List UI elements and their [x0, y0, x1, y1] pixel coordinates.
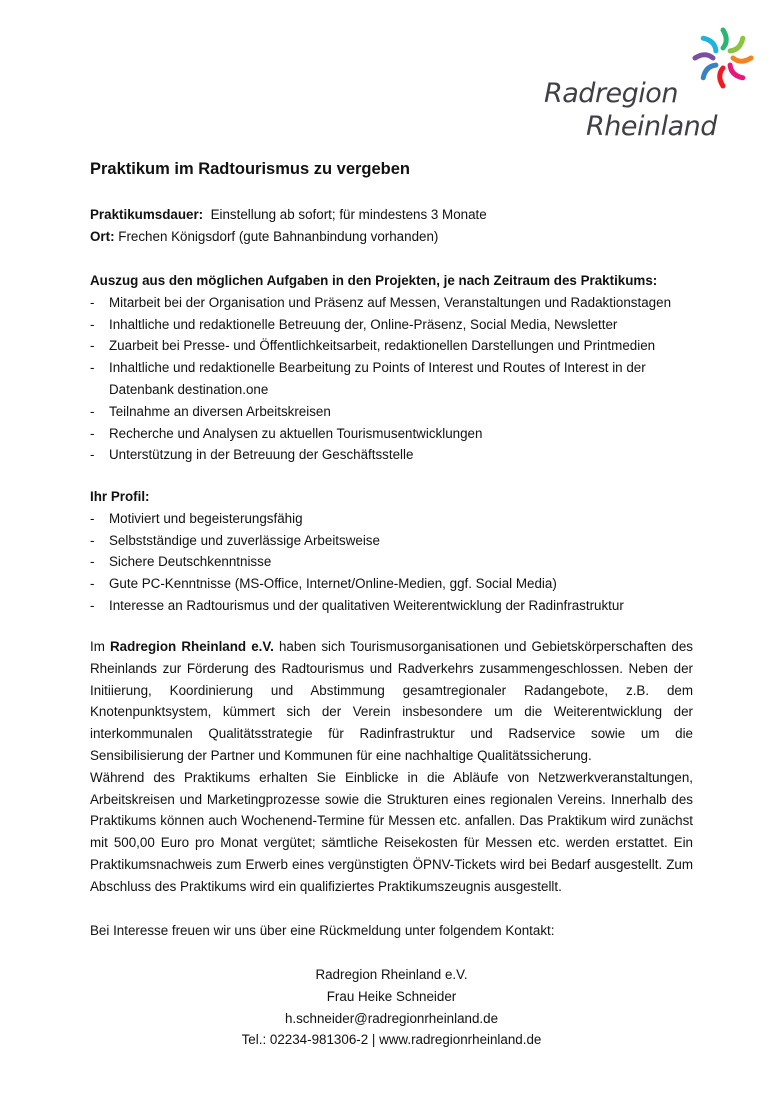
page-title: Praktikum im Radtourismus zu vergeben	[90, 160, 411, 178]
internship-meta	[90, 204, 693, 248]
list-item: - Unterstützung in der Betreuung der Geschäftsstelle	[90, 444, 693, 466]
location-line	[90, 226, 693, 248]
list-item: - Gute PC-Kenntnisse (MS-Office, Internet/Online-Medien, ggf. Social Media)	[90, 573, 693, 595]
duration-label: Praktikumsdauer:	[90, 207, 204, 222]
closing-section	[90, 920, 693, 942]
closing-line: Bei Interesse freuen wir uns über eine Rückmeldung unter folgendem Kontakt:	[90, 923, 555, 938]
location-value: Frechen Königsdorf (gute Bahnanbindung vorhanden)	[114, 228, 439, 244]
org-name: Radregion Rheinland e.V.	[110, 639, 274, 654]
logo-text-radregion: Radregion	[544, 78, 678, 109]
list-item: - Teilnahme an diversen Arbeitskreisen	[90, 401, 693, 423]
radregion-logo	[540, 24, 760, 144]
about-rest: haben sich Tourismusorganisationen und Gebietskörperschaften des Rheinlands zur Förderung des Radtourismus und Radverkehrs zusammengeschlossen. Neben der Initiierung, Koordinierung und Abstimmung gesamtregionaler Radangebote, z.B. dem Knotenpunktsystem, kümmert sich der Verein insbesondere um die Weiterentwicklung der interkommunalen Qualitätsstrategie für Radinfrastruktur und Radservice sowie um die Sensibilisierung der Partner und Kommunen für eine nachhaltige Qualitätssicherung.	[90, 639, 697, 763]
list-item: - Zuarbeit bei Presse- und Öffentlichkeitsarbeit, redaktionellen Darstellungen und Printmedien	[90, 335, 693, 357]
contact-block	[90, 964, 693, 1051]
profile-section	[90, 486, 693, 617]
logo-flower-icon	[688, 26, 758, 96]
logo-petal	[703, 38, 716, 51]
duration-line	[90, 204, 693, 226]
tasks-list	[90, 292, 693, 466]
list-item: - Motiviert und begeisterungsfähig	[90, 508, 693, 530]
tasks-section	[90, 270, 693, 466]
logo-petal	[730, 38, 743, 51]
about-paragraph-1	[90, 636, 697, 767]
profile-list	[90, 508, 693, 617]
logo-petal	[730, 65, 743, 78]
logo-petal	[720, 68, 723, 86]
logo-petal	[733, 58, 751, 61]
about-paragraph-2: Während des Praktikums erhalten Sie Einblicke in die Abläufe von Netzwerkveranstaltungen, Arbeitskreisen und Marketingprozesse sowie die Strukturen eines regionalen Vereins. Innerhalb des Praktikums können auch Wochenend-Termine für Messen etc. anfallen. Das Praktikum wird zunächst mit 500,00 Euro pro Monat vergütet; sämtliche Reisekosten für Messen etc. werden erstattet. Ein Praktikumsnachweis zum Erwerb eines vergünstigten ÖPNV-Tickets wird bei Bedarf ausgestellt. Zum Abschluss des Praktikums wird ein qualifiziertes Praktikumszeugnis ausgestellt.	[90, 769, 693, 894]
logo-petal	[703, 65, 716, 78]
location-label: Ort:	[90, 228, 115, 244]
logo-petal	[695, 55, 713, 58]
logo-petal	[723, 30, 726, 48]
list-item: - Inhaltliche und redaktionelle Betreuung der, Online-Präsenz, Social Media, Newsletter	[90, 314, 693, 336]
logo-text-rheinland: Rheinland	[586, 111, 717, 142]
duration-value: Einstellung ab sofort; für mindestens 3 Monate	[203, 207, 487, 222]
about-section	[90, 636, 697, 898]
contact-phone-web[interactable]: Tel.: 02234-981306-2 | www.radregionrheinland.de	[241, 1032, 542, 1048]
contact-org: Radregion Rheinland e.V.	[315, 967, 468, 982]
list-item: - Interesse an Radtourismus und der qualitativen Weiterentwicklung der Radinfrastruktur	[90, 595, 693, 617]
tasks-heading: Auszug aus den möglichen Aufgaben in den Projekten, je nach Zeitraum des Praktikums:	[90, 273, 658, 288]
contact-person: Frau Heike Schneider	[326, 988, 457, 1004]
about-intro: Im	[90, 639, 111, 654]
list-item: - Recherche und Analysen zu aktuellen Tourismusentwicklungen	[90, 423, 693, 445]
list-item: - Inhaltliche und redaktionelle Bearbeitung zu Points of Interest und Routes of Interest in der Datenbank destination.one	[90, 357, 693, 401]
contact-email[interactable]: h.schneider@radregionrheinland.de	[284, 1010, 499, 1026]
list-item: - Sichere Deutschkenntnisse	[90, 551, 693, 573]
profile-heading: Ihr Profil:	[90, 489, 150, 504]
list-item: - Selbstständige und zuverlässige Arbeitsweise	[90, 530, 693, 552]
list-item: - Mitarbeit bei der Organisation und Präsenz auf Messen, Veranstaltungen und Radaktionstagen	[90, 292, 693, 314]
